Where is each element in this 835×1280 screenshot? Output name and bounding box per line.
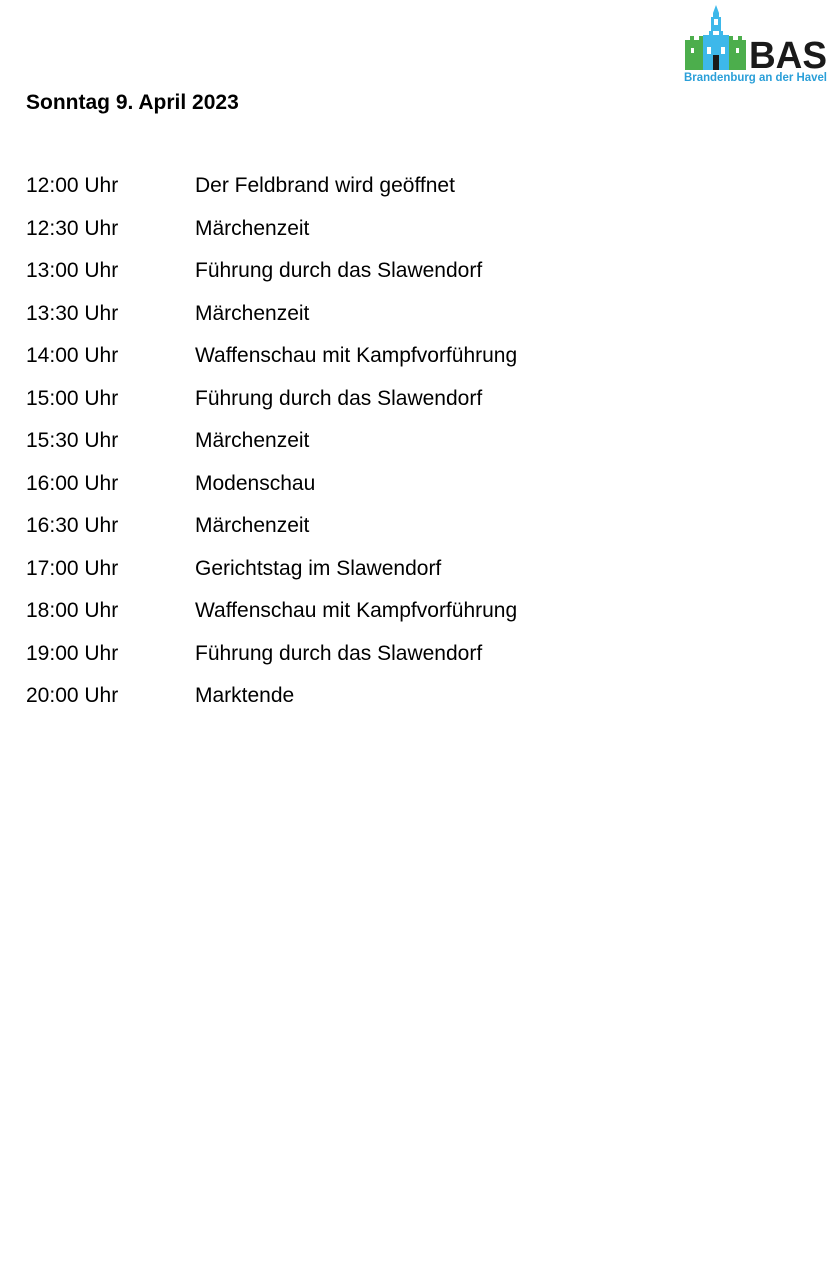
schedule-time: 12:00 Uhr <box>26 174 119 197</box>
schedule-time: 15:30 Uhr <box>26 429 119 452</box>
schedule-event: Waffenschau mit Kampfvorführung <box>195 344 518 367</box>
schedule-event: Modenschau <box>195 471 316 495</box>
logo-wordmark: BAS <box>749 35 827 77</box>
schedule-time: 19:00 Uhr <box>26 641 119 665</box>
schedule-time: 16:30 Uhr <box>26 514 119 537</box>
schedule-row <box>26 555 646 598</box>
schedule-row <box>26 427 646 470</box>
schedule-time: 13:00 Uhr <box>26 259 119 282</box>
schedule-event: Märchenzeit <box>195 514 310 537</box>
schedule-event: Waffenschau mit Kampfvorführung <box>195 599 518 622</box>
schedule-row <box>26 597 646 640</box>
schedule-row <box>26 640 646 683</box>
schedule-time: 18:00 Uhr <box>26 599 119 622</box>
schedule-event: Märchenzeit <box>195 429 310 452</box>
schedule-event: Führung durch das Slawendorf <box>195 259 483 282</box>
logo-subtitle: Brandenburg an der Havel <box>684 70 827 84</box>
schedule-row <box>26 512 646 555</box>
schedule-row <box>26 342 646 385</box>
schedule-time: 14:00 Uhr <box>26 344 119 367</box>
schedule-row <box>26 385 646 428</box>
bas-logo <box>683 3 829 85</box>
schedule-event: Führung durch das Slawendorf <box>195 386 483 410</box>
schedule-time: 12:30 Uhr <box>26 216 119 240</box>
schedule-time: 13:30 Uhr <box>26 301 119 325</box>
schedule-row <box>26 300 646 343</box>
schedule-time: 15:00 Uhr <box>26 386 119 410</box>
schedule-row <box>26 215 646 258</box>
schedule-row <box>26 172 646 215</box>
schedule-event: Marktende <box>195 684 295 707</box>
schedule-list <box>26 172 646 725</box>
page-title: Sonntag 9. April 2023 <box>26 91 239 114</box>
schedule-time: 16:00 Uhr <box>26 471 119 495</box>
schedule-time: 20:00 Uhr <box>26 684 119 707</box>
schedule-event: Märchenzeit <box>195 301 310 325</box>
schedule-event: Gerichtstag im Slawendorf <box>195 556 442 580</box>
logo-blue-tower <box>711 5 721 31</box>
schedule-event: Märchenzeit <box>195 216 310 240</box>
schedule-row <box>26 470 646 513</box>
schedule-time: 17:00 Uhr <box>26 556 119 580</box>
schedule-event: Führung durch das Slawendorf <box>195 641 483 665</box>
schedule-row <box>26 682 646 725</box>
schedule-event: Der Feldbrand wird geöffnet <box>195 174 455 197</box>
schedule-row <box>26 257 646 300</box>
